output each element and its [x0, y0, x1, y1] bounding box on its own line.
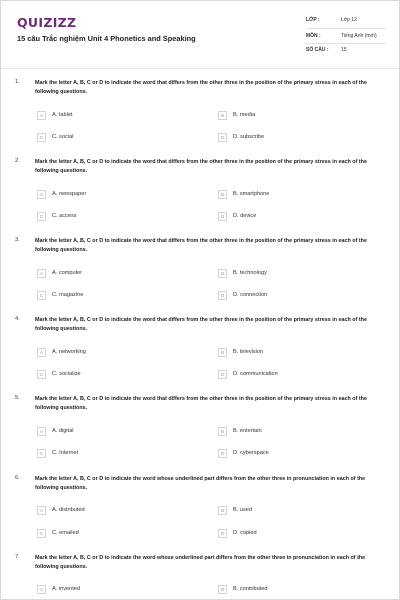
question-text: Mark the letter A, B, C or D to indicate the word that differs from the other three in the position of the primary stress in each of the following questions. — [35, 80, 367, 95]
option-label: D. subscribe — [233, 134, 265, 140]
option-letter-box: B — [218, 585, 227, 594]
option-label: A. tablet — [52, 112, 73, 118]
option-letter-box: C — [37, 133, 46, 142]
meta-grade-value: Lớp 12 — [341, 17, 357, 23]
meta-subject-key: MÔN : — [306, 33, 321, 39]
option-label: C. socialize — [52, 371, 81, 377]
meta-grade-key: LỚP : — [306, 17, 320, 23]
option-letter-box: B — [218, 111, 227, 120]
option-letter-box: C — [37, 370, 46, 379]
quizizz-logo: QUIZIZZ — [17, 15, 77, 30]
option-letter-box: A — [37, 190, 46, 199]
option-label: A. distributed — [52, 507, 85, 513]
option-label: B. smartphone — [233, 191, 270, 197]
option-label: A. digital — [52, 428, 74, 434]
question-number: 2. — [15, 158, 20, 164]
option-letter-box: D — [218, 449, 227, 458]
question-text: Mark the letter A, B, C or D to indicate the word whose underlined part differs from the other three in pronunciation in each of the following questions. — [35, 555, 366, 570]
option-letter-box: D — [218, 291, 227, 300]
header-divider — [1, 68, 399, 69]
option-letter-box: C — [37, 291, 46, 300]
option-label: B. television — [233, 349, 264, 355]
question-text: Mark the letter A, B, C or D to indicate the word whose underlined part differs from the other three in pronunciation in each of the following questions. — [35, 476, 366, 491]
meta-divider — [306, 43, 386, 44]
option-letter-box: B — [218, 348, 227, 357]
worksheet-title: 15 câu Trắc nghiệm Unit 4 Phonetics and Speaking — [17, 34, 196, 43]
option-label: D. connection — [233, 292, 268, 298]
option-letter-box: B — [218, 190, 227, 199]
question-number: 7. — [15, 554, 20, 560]
worksheet-header — [1, 1, 399, 68]
option-letter-box: D — [218, 529, 227, 538]
option-label: C. access — [52, 213, 77, 219]
option-label: B. contributed — [233, 586, 268, 592]
option-label: B. entertain — [233, 428, 262, 434]
option-letter-box: B — [218, 269, 227, 278]
option-letter-box: B — [218, 427, 227, 436]
meta-subject-value: Tiếng Anh (mới) — [341, 33, 377, 39]
option-label: D. communication — [233, 371, 278, 377]
option-label: D. cyberspace — [233, 450, 269, 456]
question-text: Mark the letter A, B, C or D to indicate the word that differs from the other three in the position of the primary stress in each of the following questions. — [35, 396, 367, 411]
option-label: A. networking — [52, 349, 86, 355]
option-label: D. device — [233, 213, 257, 219]
question-text: Mark the letter A, B, C or D to indicate the word that differs from the other three in the position of the primary stress in each of the following questions. — [35, 238, 367, 253]
option-label: C. Internet — [52, 450, 79, 456]
option-letter-box: A — [37, 348, 46, 357]
option-letter-box: A — [37, 427, 46, 436]
option-label: B. media — [233, 112, 256, 118]
question-number: 1. — [15, 79, 20, 85]
meta-divider — [306, 28, 386, 29]
option-letter-box: C — [37, 449, 46, 458]
option-letter-box: C — [37, 529, 46, 538]
option-letter-box: A — [37, 506, 46, 515]
meta-count-key: SỐ CÂU : — [306, 47, 329, 53]
option-label: C. magazine — [52, 292, 84, 298]
option-letter-box: C — [37, 212, 46, 221]
question-number: 3. — [15, 237, 20, 243]
option-label: B. used — [233, 507, 252, 513]
option-letter-box: B — [218, 506, 227, 515]
question-text: Mark the letter A, B, C or D to indicate the word that differs from the other three in the position of the primary stress in each of the following questions. — [35, 317, 367, 332]
option-label: A. invented — [52, 586, 80, 592]
option-label: B. technology — [233, 270, 267, 276]
meta-count-value: 15 — [341, 47, 347, 53]
option-label: A. newspaper — [52, 191, 87, 197]
option-letter-box: D — [218, 370, 227, 379]
option-letter-box: D — [218, 133, 227, 142]
option-letter-box: A — [37, 269, 46, 278]
question-text: Mark the letter A, B, C or D to indicate the word that differs from the other three in the position of the primary stress in each of the following questions. — [35, 159, 367, 174]
option-letter-box: A — [37, 111, 46, 120]
question-number: 5. — [15, 395, 20, 401]
option-label: C. social — [52, 134, 74, 140]
question-number: 4. — [15, 316, 20, 322]
option-label: D. copied — [233, 530, 257, 536]
option-label: C. emailed — [52, 530, 79, 536]
option-label: A. computer — [52, 270, 83, 276]
question-number: 6. — [15, 475, 20, 481]
option-letter-box: D — [218, 212, 227, 221]
option-letter-box: A — [37, 585, 46, 594]
